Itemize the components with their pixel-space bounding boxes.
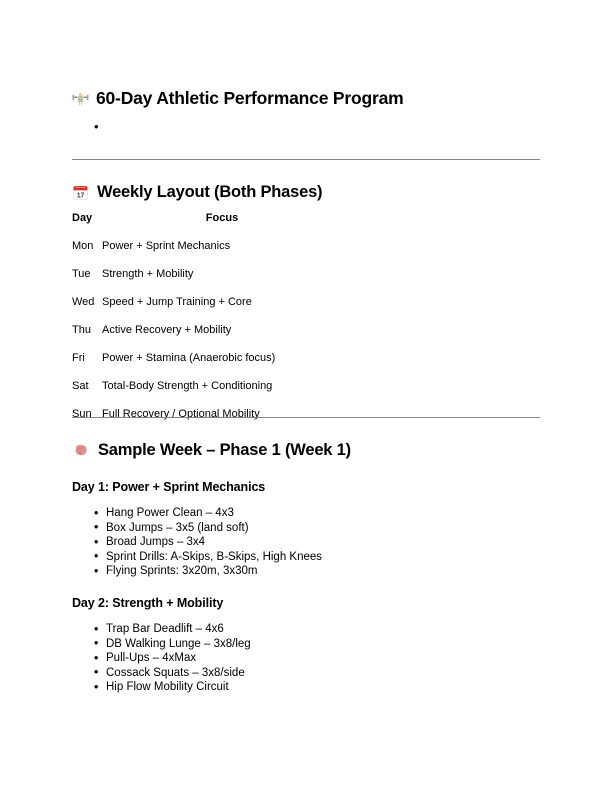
cell-day: Thu — [72, 324, 91, 336]
page-title — [72, 88, 403, 109]
list-item: • DB Walking Lunge – 3x8/leg — [72, 637, 251, 652]
weekly-layout-heading — [72, 183, 322, 203]
list-item: • Sprint Drills: A-Skips, B-Skips, High Knees — [72, 550, 322, 565]
table-body — [72, 240, 342, 420]
cell-day: Wed — [72, 296, 95, 308]
list-item: • Hang Power Clean – 4x3 — [72, 506, 322, 521]
table-head — [72, 212, 342, 240]
day2-exercise-list — [72, 622, 251, 695]
list-item: • Box Jumps – 3x5 (land soft) — [72, 521, 322, 536]
calendar-icon — [72, 184, 89, 201]
table-row — [72, 408, 342, 420]
list-item: • Trap Bar Deadlift – 4x6 — [72, 622, 251, 637]
table-row — [72, 296, 342, 324]
day2-heading: Day 2: Strength + Mobility — [72, 596, 224, 610]
weightlifter-icon — [72, 90, 89, 107]
day1-heading-block — [72, 480, 265, 495]
sample-week-heading-text: Sample Week – Phase 1 (Week 1) — [98, 441, 351, 459]
section-divider-2 — [72, 417, 540, 418]
cell-day: Tue — [72, 268, 91, 280]
cell-focus: Strength + Mobility — [102, 268, 194, 280]
cell-focus: Power + Stamina (Anaerobic focus) — [102, 352, 276, 364]
column-header-focus: Focus — [205, 212, 239, 224]
cell-day: Mon — [72, 240, 94, 252]
cell-focus: Total-Body Strength + Conditioning — [102, 380, 273, 392]
table-row — [72, 268, 342, 296]
brain-icon — [72, 442, 90, 460]
list-item: • Broad Jumps – 3x4 — [72, 535, 322, 550]
list-item: • Cossack Squats – 3x8/side — [72, 666, 251, 681]
table-header-row — [72, 212, 342, 240]
section-divider-1 — [72, 159, 540, 160]
document-title-block — [72, 88, 403, 109]
list-item: • Hip Flow Mobility Circuit — [72, 680, 251, 695]
day1-exercise-list — [72, 506, 322, 579]
table-row — [72, 352, 342, 380]
day1-heading: Day 1: Power + Sprint Mechanics — [72, 480, 266, 494]
weekly-layout-table — [72, 212, 342, 420]
cell-focus: Full Recovery / Optional Mobility — [102, 408, 260, 420]
table-row — [72, 240, 342, 268]
cell-day: Sat — [72, 380, 89, 392]
svg-text:17: 17 — [76, 192, 85, 200]
cell-focus: Power + Sprint Mechanics — [102, 240, 231, 252]
intro-bullet-block — [72, 120, 106, 130]
column-header-day: Day — [72, 212, 93, 224]
sample-week-heading — [72, 441, 351, 461]
weekly-layout-heading-text: Weekly Layout (Both Phases) — [97, 183, 323, 201]
intro-bullet-list — [72, 120, 106, 130]
list-item: • Flying Sprints: 3x20m, 3x30m — [72, 564, 322, 579]
cell-day: Sun — [72, 408, 92, 420]
cell-day: Fri — [72, 352, 85, 364]
weekly-layout-heading-block — [72, 183, 322, 203]
list-item: • Pull-Ups – 4xMax — [72, 651, 251, 666]
sample-week-heading-block — [72, 441, 351, 461]
page-title-text: 60-Day Athletic Performance Program — [96, 88, 404, 108]
weekly-layout-table-block — [72, 212, 342, 420]
table-row — [72, 324, 342, 352]
day2-list-block — [72, 622, 251, 695]
day1-list-block — [72, 506, 322, 579]
cell-focus: Active Recovery + Mobility — [102, 324, 232, 336]
list-item — [72, 120, 106, 130]
day2-heading-block — [72, 596, 223, 611]
cell-focus: Speed + Jump Training + Core — [102, 296, 252, 308]
table-row — [72, 380, 342, 408]
